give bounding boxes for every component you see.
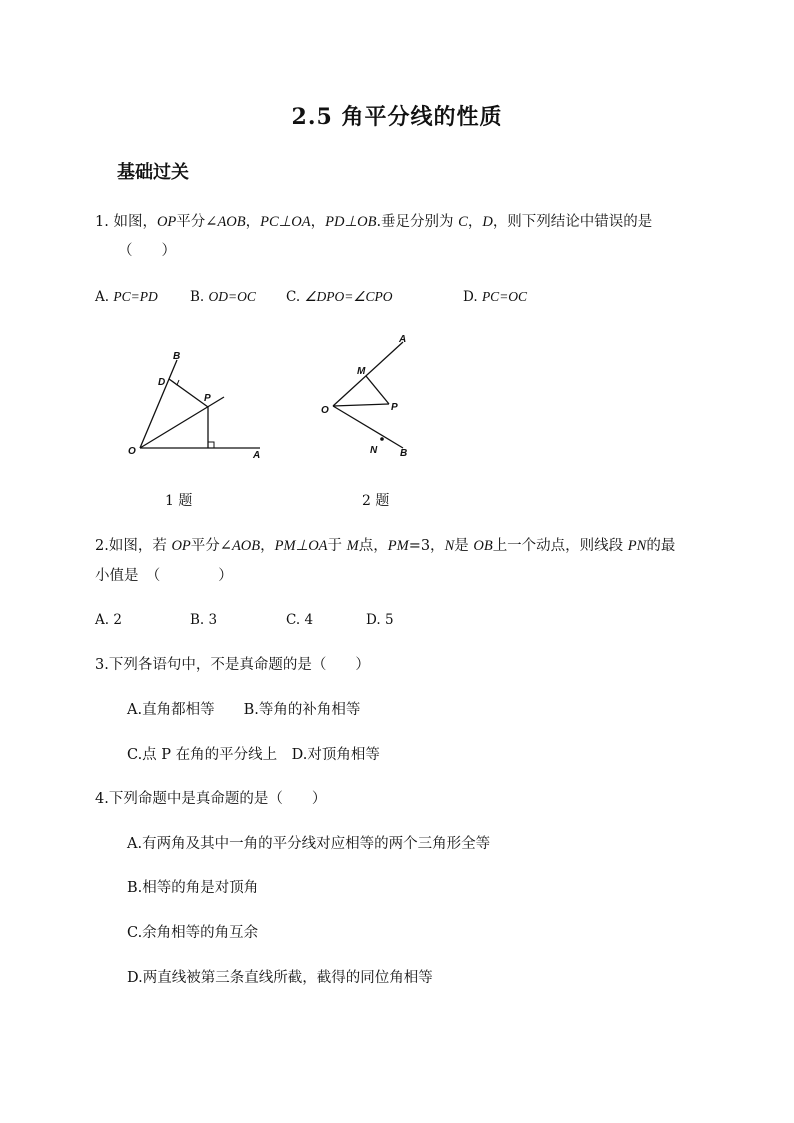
q2-option-c-text: 4 <box>304 612 314 628</box>
q4-option-b[interactable]: B.相等的角是对顶角 <box>127 880 259 896</box>
q2-var-pm: PM <box>387 538 409 554</box>
q2-option-a[interactable] <box>95 612 122 628</box>
fig2-label-p: P <box>391 402 398 413</box>
section-heading: 基础过关 <box>117 162 189 183</box>
q4-option-d[interactable]: D.两直线被第三条直线所截，截得的同位角相等 <box>127 970 433 986</box>
q1-answer-blank: （ ） <box>118 243 176 259</box>
q2-var-aob: AOB <box>231 538 261 554</box>
q1-number: 1. <box>95 214 109 230</box>
q1-option-c-text: ∠DPO=∠CPO <box>304 289 393 304</box>
q3-options-row-1[interactable]: A.直角都相等 B.等角的补角相等 <box>127 702 361 718</box>
q2-var-pmoa: PM⊥OA <box>274 538 328 554</box>
q1-var-d: D <box>482 214 493 230</box>
q1-option-d[interactable] <box>463 289 527 305</box>
q2-text-5: =3， <box>408 538 445 554</box>
figure-2 <box>315 330 425 465</box>
fig1-ray-ob <box>140 360 177 448</box>
q1-option-a[interactable] <box>95 289 158 305</box>
q2-text-0: 2.如图，若 <box>95 538 172 554</box>
fig2-label-n: N <box>370 445 378 456</box>
fig2-point-n <box>380 437 384 441</box>
q1-option-c-label: C. <box>286 289 301 305</box>
q4-option-c[interactable]: C.余角相等的角互余 <box>127 925 259 941</box>
q1-var-pcoa: PC⊥OA <box>260 214 311 230</box>
fig1-label-p: P <box>204 393 211 404</box>
fig1-label-b: B <box>173 351 181 362</box>
q1-text-3: ， <box>310 214 326 230</box>
fig2-label-a: A <box>399 334 407 345</box>
figure-1 <box>120 340 280 470</box>
q1-option-b[interactable] <box>190 289 256 305</box>
q2-var-ob: OB <box>473 538 493 554</box>
q2-option-b[interactable] <box>190 612 217 628</box>
fig2-label-b: B <box>400 448 408 459</box>
q2-option-b-label: B. <box>190 612 205 628</box>
fig2-ray-oa <box>333 342 403 406</box>
q2-text-8: 的最 <box>646 538 676 554</box>
q2-option-c-label: C. <box>286 612 301 628</box>
q2-var-pn: PN <box>627 538 647 554</box>
page-title: 2.5 角平分线的性质 <box>291 104 503 130</box>
q1-text-1: 平分∠ <box>176 214 218 230</box>
q1-text-2: ， <box>245 214 261 230</box>
q2-var-n: N <box>444 538 455 554</box>
q1-option-c[interactable] <box>286 289 393 305</box>
q1-var-c: C <box>458 214 468 230</box>
question-1-stem <box>95 212 652 232</box>
fig2-segment-op <box>333 404 389 406</box>
q2-option-a-text: 2 <box>113 612 122 628</box>
q1-option-d-label: D. <box>463 289 478 305</box>
q3-options-row-2[interactable]: C.点 P 在角的平分线上 D.对顶角相等 <box>127 747 380 763</box>
q1-option-b-label: B. <box>190 289 205 305</box>
fig1-label-a: A <box>253 450 261 461</box>
q2-option-c[interactable] <box>286 612 313 628</box>
fig2-segment-mp <box>366 376 389 404</box>
q1-text-5: ， <box>467 214 483 230</box>
q1-option-d-text: PC=OC <box>481 289 528 304</box>
fig1-label-o: O <box>128 446 136 457</box>
fig2-label-o: O <box>321 405 329 416</box>
q2-text-1: 平分∠ <box>190 538 232 554</box>
q1-option-b-text: OD=OC <box>208 289 256 304</box>
q2-var-m: M <box>346 538 359 554</box>
q1-var-pdob: PD⊥OB <box>325 214 377 230</box>
q2-text-6: 是 <box>454 538 474 554</box>
fig1-right-angle-c <box>208 442 214 448</box>
question-2-stem <box>95 536 675 556</box>
q2-text-4: 点， <box>358 538 388 554</box>
q1-var-aob: AOB <box>217 214 246 230</box>
q1-text-0: 如图， <box>113 214 157 230</box>
q1-text-4: .垂足分别为 <box>376 214 459 230</box>
q2-text-7: 上一个动点，则线段 <box>492 538 628 554</box>
q2-option-d[interactable] <box>366 612 394 628</box>
question-4-stem: 4.下列命题中是真命题的是（ ） <box>95 791 327 807</box>
q1-var-op: OP <box>156 214 177 230</box>
q1-option-a-label: A. <box>95 289 110 305</box>
q4-option-a[interactable]: A.有两角及其中一角的平分线对应相等的两个三角形全等 <box>127 836 491 852</box>
fig1-ray-op <box>140 397 224 448</box>
figure-1-caption: 1 题 <box>165 493 193 509</box>
q2-option-d-text: 5 <box>384 612 394 628</box>
q2-option-d-label: D. <box>366 612 381 628</box>
question-3-stem: 3.下列各语句中，不是真命题的是（ ） <box>95 657 370 673</box>
q2-line-2: 小值是 （ ） <box>95 568 233 584</box>
figure-2-caption: 2 题 <box>362 493 390 509</box>
q2-var-op: OP <box>171 538 191 554</box>
q2-text-2: ， <box>260 538 275 554</box>
fig1-label-d: D <box>158 377 166 388</box>
q2-text-3: 于 <box>327 538 347 554</box>
q1-option-a-text: PC=PD <box>113 289 158 304</box>
q2-option-b-text: 3 <box>208 612 218 628</box>
fig2-label-m: M <box>357 366 366 377</box>
q1-text-6: ，则下列结论中错误的是 <box>492 214 653 230</box>
q2-option-a-label: A. <box>95 612 110 628</box>
